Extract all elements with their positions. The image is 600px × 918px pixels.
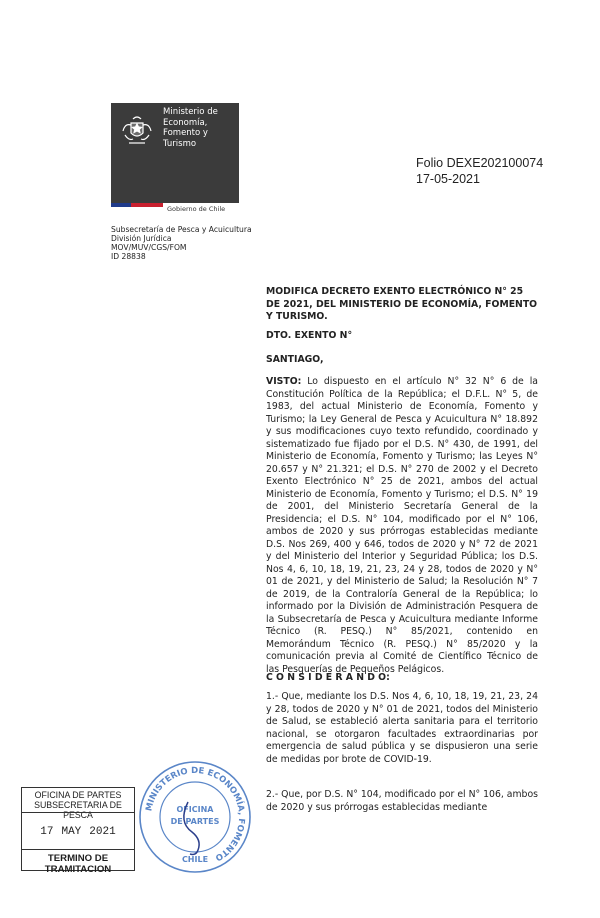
stamp-office: OFICINA DE PARTES SUBSECRETARIA DE PESCA: [34, 790, 122, 820]
city-label: SANTIAGO,: [266, 354, 324, 365]
flag-bar: [111, 203, 163, 207]
stamp-year: 2021: [89, 826, 116, 838]
folio-number: Folio DEXE202100074: [416, 156, 544, 170]
ministry-seal: [136, 758, 254, 876]
considerando-2: 2.- Que, por D.S. N° 104, modificado por el N° 106, ambos de 2020 y sus prórrogas establecidas mediante: [266, 789, 538, 813]
gobierno-label: Gobierno de Chile: [167, 205, 226, 213]
subsecretaria-line: Subsecretaría de Pesca y Acuicultura: [111, 225, 252, 234]
stamp-date: [22, 826, 134, 838]
seal-center-line-2: DE PARTES: [170, 817, 220, 826]
seal-center-line-1: OFICINA: [176, 805, 214, 814]
seal-ring-text: MINISTERIO DE ECONOMÍA, FOMENTO: [144, 765, 247, 863]
seal-country: CHILE: [181, 855, 209, 864]
considerando-heading: C O N S I D E R A N D O:: [266, 672, 390, 683]
folio-date: 17-05-2021: [416, 172, 480, 186]
visto-label: VISTO:: [266, 376, 302, 387]
visto-text: Lo dispuesto en el artículo N° 32 N° 6 de la Constitución Política de la República; el D.F.L. N° 5, de 1983, del actual Ministerio de Economía, Fomento y Turismo; la Ley General de Pesca y Acuicultura N° 18.892 y sus modificaciones cuyo texto refundido, coordinado y sistematizado fue fijado por el D.S. N° 430, de 1991, del Ministerio de Economía, Fomento y Turismo; las Leyes N° 20.657 y N° 21.321; el D.S. N° 270 de 2002 y el Decreto Exento Electrónico N° 25 de 2021, ambos del actual Ministerio de Economía, Fomento y Turismo; el D.S. N° 19 de 2001, del Ministerio Secretaría General de la Presidencia; el D.S. N° 104, modificado por el N° 106, ambos de 2020 y sus prórrogas establecidas mediante D.S. Nos 269, 400 y 646, todos de 2020 y N° 72 de 2021 y del Ministerio del Interior y Seguridad Pública; los D.S. Nos 4, 6, 10, 18, 19, 21, 23, 24 y 28, todos de 2020 y N° 01 de 2021, y del Ministerio de Salud; la Resolución N° 7 de 2019, de la Contraloría General de la República; lo informado por la División de Administración Pesquera de la Subsecretaría de Pesca y Acuicultura mediante Informe Técnico (R. PESQ.) N° 85/2021, contenido en Memorándum Técnico (R. PESQ.) N° 85/2020 y la comunicación previa al Comité de Científico Técnico de las Pesquerías de Pequeños Pelágicos.: [266, 376, 538, 675]
government-logo: [111, 103, 239, 213]
stamp-status: TERMINO DE TRAMITACION: [44, 853, 112, 875]
id-line: ID 28838: [111, 252, 146, 261]
document-title: MODIFICA DECRETO EXENTO ELECTRÓNICO N° 25 DE 2021, DEL MINISTERIO DE ECONOMÍA, FOMENTO Y TURISMO.: [266, 286, 538, 322]
division-line: División Jurídica: [111, 234, 172, 243]
ministry-name: Ministerio de Economía, Fomento y Turismo: [163, 107, 218, 149]
initials-line: MOV/MUV/CGS/FOM: [111, 243, 187, 252]
decreto-number: DTO. EXENTO N°: [266, 330, 353, 341]
stamp-day: 17: [40, 826, 54, 838]
visto-paragraph: [266, 376, 538, 676]
considerando-1: 1.- Que, mediante los D.S. Nos 4, 6, 10, 18, 19, 21, 23, 24 y 28, todos de 2020 y N° 01 de 2021, todos del Ministerio de Salud, se estableció alerta sanitaria para el territorio nacional, se otorgaron facultades extraordinarias por emergencia de salud pública y se dispusieron una serie de medidas por brote de COVID-19.: [266, 691, 538, 765]
oficina-partes-stamp: [21, 787, 135, 875]
stamp-month: MAY: [61, 826, 82, 838]
coat-of-arms-icon: [117, 111, 157, 151]
